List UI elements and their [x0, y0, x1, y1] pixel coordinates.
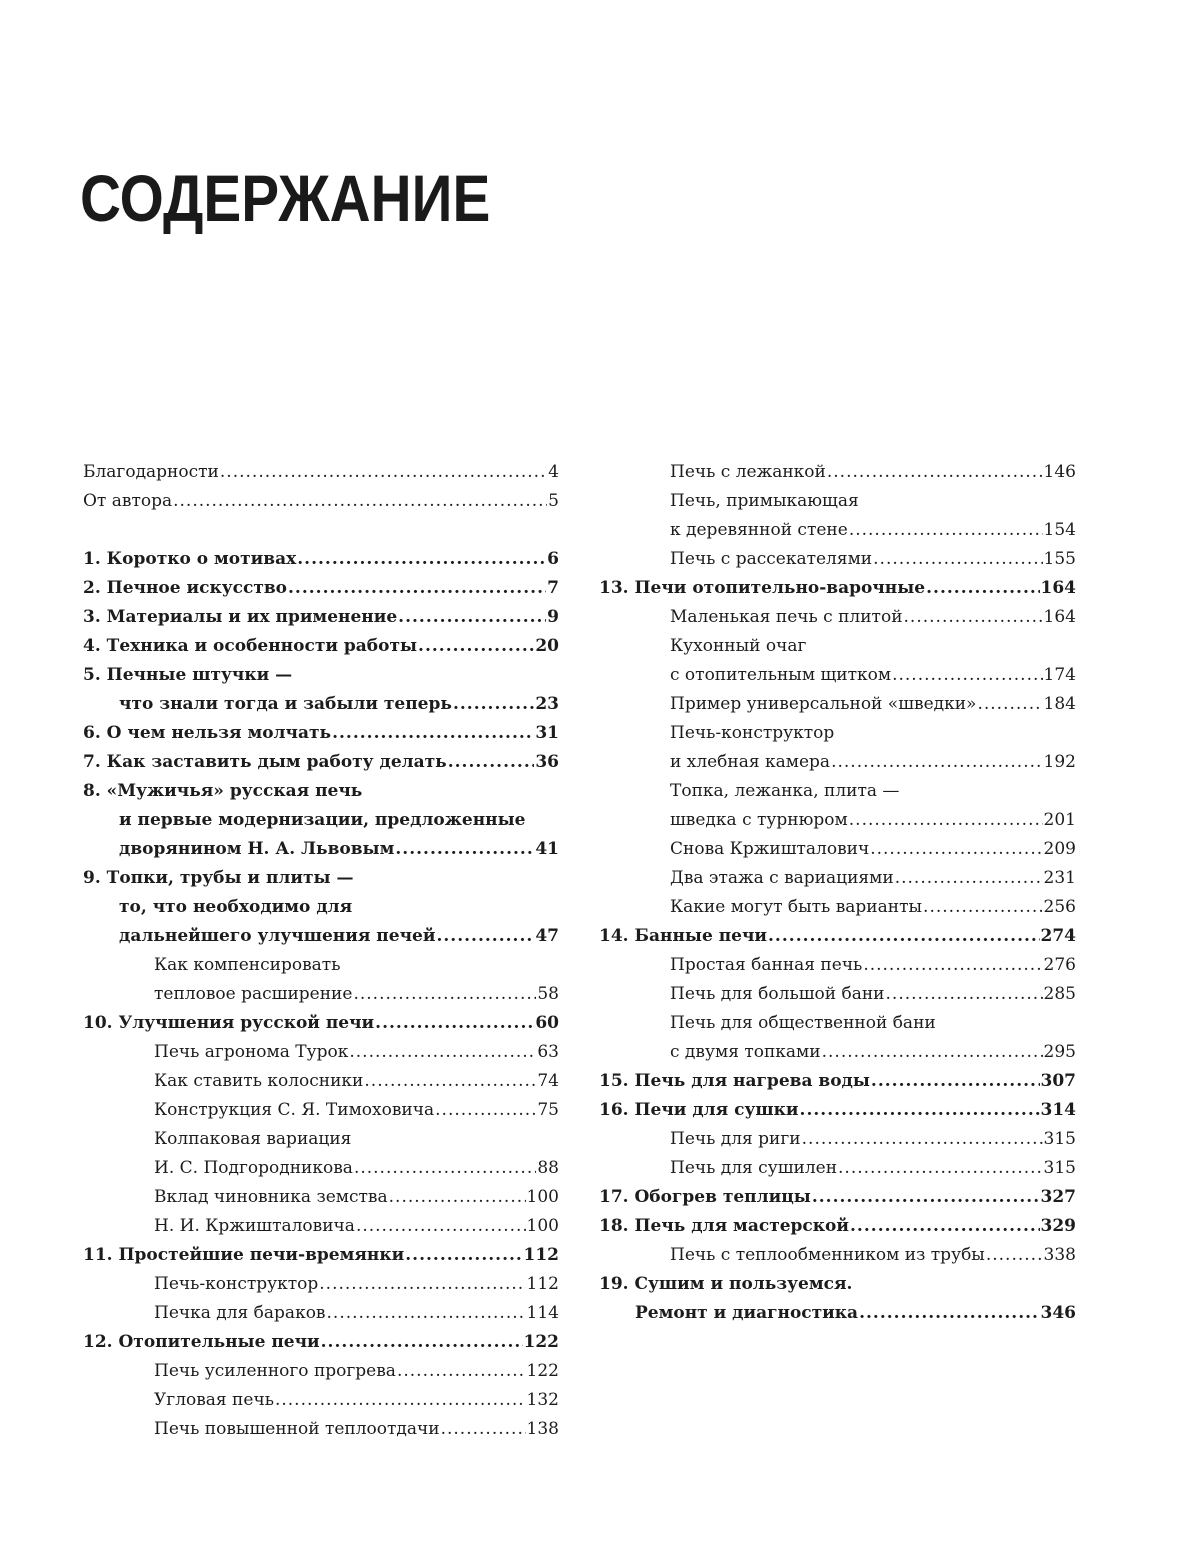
toc-entry-title: 13. Печи отопительно-варочные [599, 578, 926, 598]
toc-entry [83, 1357, 559, 1386]
dot-leader [453, 690, 534, 719]
toc-entry-title: 5. Печные штучки — [83, 665, 293, 685]
toc-entry [83, 603, 559, 632]
toc-entry-title: Печь с теплообменником из трубы [670, 1245, 985, 1265]
toc-page-number: 285 [1043, 984, 1076, 1004]
toc-entry-title: Печь для общественной бани [670, 1013, 936, 1033]
dot-leader [436, 922, 534, 951]
toc-entry [83, 1212, 559, 1241]
toc-entry-title: Пример универсальной «шведки» [670, 694, 977, 714]
toc-entry-title: Печь с лежанкой [670, 462, 826, 482]
toc-page-number: 5 [548, 491, 559, 511]
dot-leader [863, 951, 1042, 980]
toc-entry-title: дальнейшего улучшения печей [119, 926, 436, 946]
toc-entry-title: Ремонт и диагностика [635, 1303, 859, 1323]
toc-entry-title: к деревянной стене [670, 520, 848, 540]
toc-entry [599, 951, 1076, 980]
toc-entry-title: Как компенсировать [154, 955, 341, 975]
toc-entry [83, 951, 559, 1009]
dot-leader [375, 1009, 534, 1038]
dot-leader [800, 1096, 1040, 1125]
toc-entry-title: Как ставить колосники [154, 1071, 364, 1091]
dot-leader [850, 1212, 1039, 1241]
toc-entry-title: От автора [83, 491, 173, 511]
dot-leader [353, 980, 536, 1009]
toc-entry-title: Снова Кржишталович [670, 839, 870, 859]
toc-entry [83, 1241, 559, 1270]
dot-leader [435, 1096, 536, 1125]
toc-entry [599, 835, 1076, 864]
dot-leader [838, 1154, 1043, 1183]
toc-entry-title: то, что необходимо для [119, 897, 353, 917]
dot-leader [886, 980, 1043, 1009]
toc-page-number: 138 [526, 1419, 559, 1439]
toc-page-number: 314 [1040, 1100, 1076, 1120]
dot-leader [319, 1270, 525, 1299]
toc-entry-title: Печь для риги [670, 1129, 801, 1149]
dot-leader [297, 545, 546, 574]
toc-page-number: 327 [1040, 1187, 1076, 1207]
dot-leader [327, 1299, 526, 1328]
toc-page-number: 4 [548, 462, 559, 482]
dot-leader [321, 1328, 523, 1357]
toc-entry-title: Угловая печь [154, 1390, 274, 1410]
toc-page-number: 164 [1040, 578, 1076, 598]
page-title: СОДЕРЖАНИЕ [80, 161, 491, 235]
toc-entry-title: 16. Печи для сушки [599, 1100, 799, 1120]
toc-entry [83, 458, 559, 487]
toc-page-number: 346 [1040, 1303, 1076, 1323]
dot-leader [802, 1125, 1043, 1154]
toc-page-number: 122 [526, 1361, 559, 1381]
toc-page-number: 20 [535, 636, 559, 656]
dot-leader [923, 893, 1043, 922]
dot-leader [812, 1183, 1040, 1212]
toc-entry [83, 1328, 559, 1357]
toc-page-number: 209 [1043, 839, 1076, 859]
toc-entry-title: 17. Обогрев теплицы [599, 1187, 811, 1207]
toc-entry [83, 545, 559, 574]
dot-leader [831, 748, 1042, 777]
toc-entry [83, 719, 559, 748]
dot-leader [332, 719, 534, 748]
toc-page-number: 164 [1043, 607, 1076, 627]
toc-page-number: 47 [535, 926, 559, 946]
toc-page-number: 295 [1043, 1042, 1076, 1062]
toc-entry [599, 1125, 1076, 1154]
toc-entry [599, 922, 1076, 951]
dot-leader [849, 516, 1043, 545]
toc-page-number: 192 [1043, 752, 1076, 772]
toc-entry-title: 3. Материалы и их применение [83, 607, 398, 627]
toc-entry [83, 1009, 559, 1038]
toc-page-number: 23 [535, 694, 559, 714]
toc-entry-title: шведка с турнюром [670, 810, 848, 830]
dot-leader [220, 458, 547, 487]
toc-entry-title: Печь агронома Турок [154, 1042, 349, 1062]
toc-entry [599, 980, 1076, 1009]
toc-entry-title: и хлебная камера [670, 752, 831, 772]
toc-entry-title: Печь с рассекателями [670, 549, 873, 569]
toc-entry-title: и первые модернизации, предложенные [119, 810, 526, 830]
toc-entry [599, 864, 1076, 893]
toc-entry-title: 10. Улучшения русской печи [83, 1013, 375, 1033]
dot-leader [986, 1241, 1043, 1270]
toc-page-number: 88 [537, 1158, 559, 1178]
toc-page-number: 75 [537, 1100, 559, 1120]
toc-page-number: 274 [1040, 926, 1076, 946]
toc-entry [83, 632, 559, 661]
toc-entry-title: 7. Как заставить дым работу делать [83, 752, 447, 772]
toc-entry-title: что знали тогда и забыли теперь [119, 694, 452, 714]
toc-entry [83, 1096, 559, 1125]
toc-page-number: 174 [1043, 665, 1076, 685]
toc-entry [83, 1183, 559, 1212]
dot-leader [871, 1067, 1040, 1096]
toc-page-number: 63 [537, 1042, 559, 1062]
toc-entry [599, 893, 1076, 922]
toc-entry-title: дворянином Н. А. Львовым [119, 839, 395, 859]
toc-entry-title: Вклад чиновника земства [154, 1187, 388, 1207]
toc-entry [599, 1183, 1076, 1212]
toc-entry-title: тепловое расширение [154, 984, 353, 1004]
dot-leader [827, 458, 1043, 487]
toc-page-number: 6 [547, 549, 559, 569]
toc-column-left [83, 458, 559, 1444]
toc-page-number: 112 [523, 1245, 559, 1265]
toc-page-number: 114 [526, 1303, 559, 1323]
dot-leader [859, 1299, 1039, 1328]
toc-page-number: 9 [547, 607, 559, 627]
toc-entry [599, 1212, 1076, 1241]
dot-leader [173, 487, 547, 516]
toc-entry [599, 1270, 1076, 1328]
toc-page-number: 100 [526, 1216, 559, 1236]
toc-entry [599, 603, 1076, 632]
dot-leader [349, 1038, 536, 1067]
toc-entry [83, 1299, 559, 1328]
toc-entry-title: Печь повышенной теплоотдачи [154, 1419, 440, 1439]
dot-leader [768, 922, 1039, 951]
dot-leader [822, 1038, 1043, 1067]
dot-leader [849, 806, 1043, 835]
toc-page-number: 112 [526, 1274, 559, 1294]
toc-entry [599, 1009, 1076, 1067]
toc-entry [83, 777, 559, 864]
toc-entry-title: Конструкция С. Я. Тимоховича [154, 1100, 435, 1120]
dot-leader [892, 661, 1042, 690]
toc-page-number: 74 [537, 1071, 559, 1091]
toc-page-number: 60 [535, 1013, 559, 1033]
toc-entry-title: 9. Топки, трубы и плиты — [83, 868, 354, 888]
toc-page-number: 329 [1040, 1216, 1076, 1236]
toc-entry [599, 1067, 1076, 1096]
dot-leader [926, 574, 1039, 603]
toc-entry [83, 574, 559, 603]
toc-entry-title: Два этажа с вариациями [670, 868, 894, 888]
toc-entry-title: Печь для большой бани [670, 984, 885, 1004]
toc-entry [599, 545, 1076, 574]
toc-page-number: 146 [1043, 462, 1076, 482]
toc-entry-title: 1. Коротко о мотивах [83, 549, 297, 569]
dot-leader [389, 1183, 526, 1212]
toc-entry [599, 719, 1076, 777]
toc-entry-title: Какие могут быть варианты [670, 897, 923, 917]
toc-page-number: 36 [535, 752, 559, 772]
toc-entry-title: Печь, примыкающая [670, 491, 859, 511]
toc-page-number: 31 [535, 723, 559, 743]
toc-page-number: 41 [535, 839, 559, 859]
dot-leader [397, 1357, 526, 1386]
dot-leader [904, 603, 1043, 632]
toc-page-number: 256 [1043, 897, 1076, 917]
toc-page-number: 184 [1043, 694, 1076, 714]
toc-entry-title: Колпаковая вариация [154, 1129, 352, 1149]
dot-leader [405, 1241, 522, 1270]
toc-entry-title: Печка для бараков [154, 1303, 326, 1323]
toc-page-number: 154 [1043, 520, 1076, 540]
toc-entry-title: 4. Техника и особенности работы [83, 636, 418, 656]
toc-entry-title: 12. Отопительные печи [83, 1332, 320, 1352]
dot-leader [441, 1415, 526, 1444]
toc-entry [599, 1096, 1076, 1125]
toc-entry-title: с отопительным щитком [670, 665, 892, 685]
toc-entry-title: с двумя топками [670, 1042, 821, 1062]
toc-entry-title: 2. Печное искусство [83, 578, 287, 598]
toc-entry-title: Благодарности [83, 462, 219, 482]
toc-page-number: 315 [1043, 1158, 1076, 1178]
dot-leader [977, 690, 1042, 719]
toc-entry-title: 11. Простейшие печи-времянки [83, 1245, 405, 1265]
toc-page-number: 100 [526, 1187, 559, 1207]
dot-leader [288, 574, 546, 603]
dot-leader [395, 835, 534, 864]
toc-page-number: 122 [523, 1332, 559, 1352]
toc-entry [83, 661, 559, 719]
toc-entry [599, 690, 1076, 719]
toc-page-number: 132 [526, 1390, 559, 1410]
toc-column-right [599, 458, 1076, 1328]
toc-entry [83, 1125, 559, 1183]
toc-page-number: 155 [1043, 549, 1076, 569]
toc-entry [83, 487, 559, 516]
toc-entry [83, 1270, 559, 1299]
toc-page-number: 315 [1043, 1129, 1076, 1149]
dot-leader [418, 632, 534, 661]
toc-page-number: 7 [547, 578, 559, 598]
dot-leader [870, 835, 1042, 864]
toc-entry-title: Н. И. Кржишталовича [154, 1216, 355, 1236]
toc-page-number: 58 [537, 984, 559, 1004]
toc-entry-title: Простая банная печь [670, 955, 863, 975]
toc-entry-title: 18. Печь для мастерской [599, 1216, 850, 1236]
toc-entry-title: 6. О чем нельзя молчать [83, 723, 332, 743]
toc-entry-title: Кухонный очаг [670, 636, 807, 656]
dot-leader [873, 545, 1042, 574]
toc-entry [83, 1415, 559, 1444]
toc-page-number: 276 [1043, 955, 1076, 975]
toc-page-number: 307 [1040, 1071, 1076, 1091]
toc-entry [599, 487, 1076, 545]
dot-leader [895, 864, 1043, 893]
toc-page-number: 231 [1043, 868, 1076, 888]
toc-entry-title: 15. Печь для нагрева воды [599, 1071, 870, 1091]
toc-page-number: 338 [1043, 1245, 1076, 1265]
toc-entry-title: 14. Банные печи [599, 926, 768, 946]
toc-entry-title: Печь-конструктор [154, 1274, 319, 1294]
toc-entry-title: И. С. Подгородникова [154, 1158, 353, 1178]
toc-entry [83, 748, 559, 777]
toc-entry [83, 1038, 559, 1067]
toc-entry [599, 574, 1076, 603]
toc-entry-title: Топка, лежанка, плита — [670, 781, 900, 801]
toc-entry [83, 864, 559, 951]
toc-entry [599, 458, 1076, 487]
toc-entry [83, 1067, 559, 1096]
toc-entry-title: 19. Сушим и пользуемся. [599, 1274, 853, 1294]
toc-entry [599, 632, 1076, 690]
toc-entry-title: 8. «Мужичья» русская печь [83, 781, 363, 801]
toc-entry-title: Печь усиленного прогрева [154, 1361, 396, 1381]
dot-leader [364, 1067, 536, 1096]
toc-entry-title: Печь для сушилен [670, 1158, 838, 1178]
toc-entry [599, 777, 1076, 835]
dot-leader [275, 1386, 526, 1415]
dot-leader [398, 603, 546, 632]
dot-leader [354, 1154, 536, 1183]
dot-leader [448, 748, 535, 777]
toc-entry [599, 1241, 1076, 1270]
toc-entry-title: Маленькая печь с плитой [670, 607, 903, 627]
dot-leader [356, 1212, 526, 1241]
toc-page-number: 201 [1043, 810, 1076, 830]
toc-entry [83, 1386, 559, 1415]
toc-entry [599, 1154, 1076, 1183]
toc-entry-title: Печь-конструктор [670, 723, 835, 743]
